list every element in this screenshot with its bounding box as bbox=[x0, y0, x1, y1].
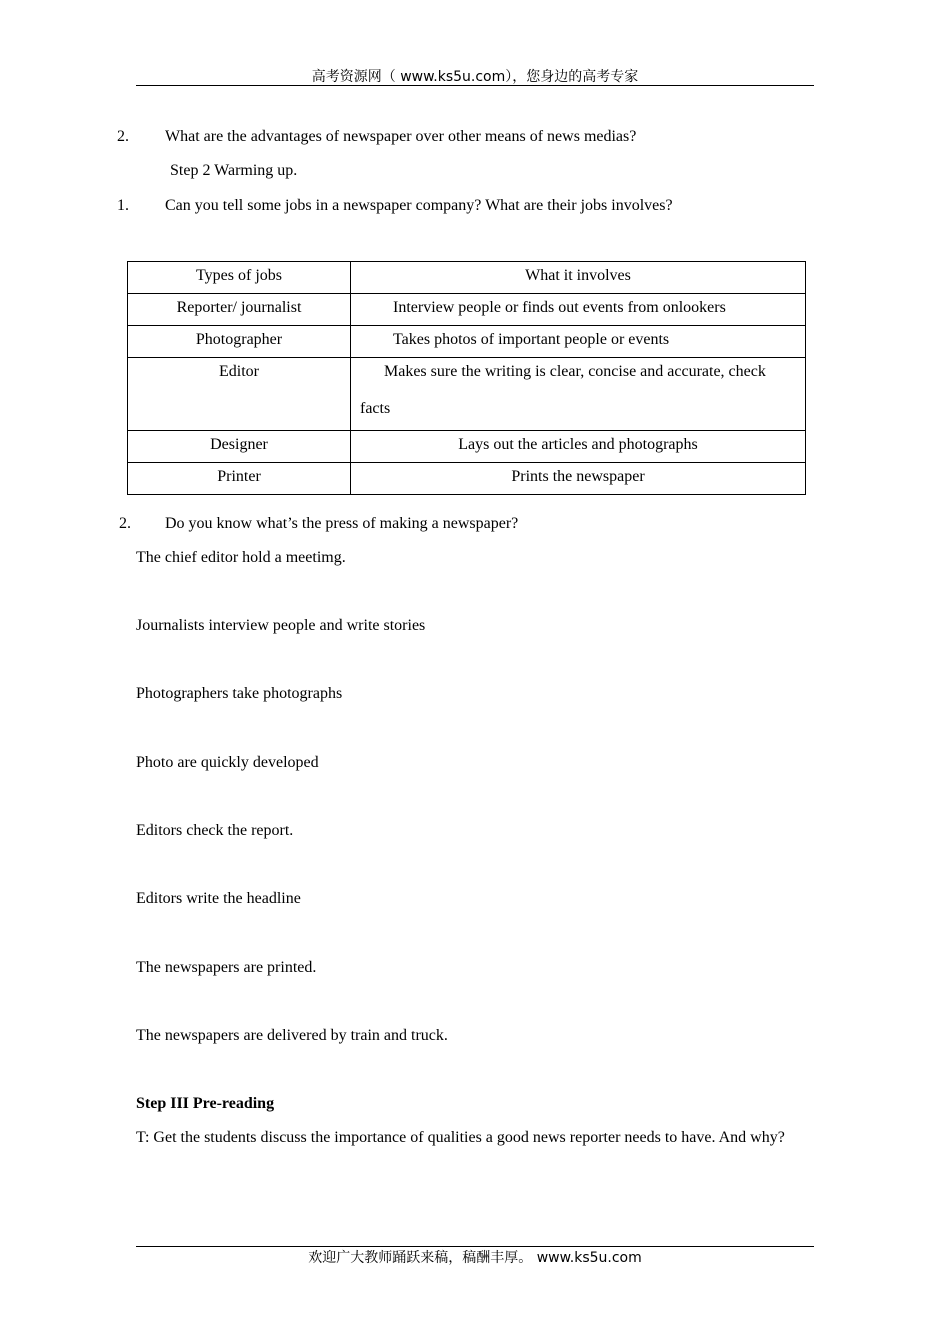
process-step: Journalists interview people and write stories bbox=[136, 617, 426, 634]
step3-paragraph: T: Get the students discuss the importance of qualities a good news reporter needs to have. And why? bbox=[136, 1129, 785, 1146]
item-number: 2. bbox=[117, 128, 129, 145]
item-number: 2. bbox=[119, 515, 131, 532]
table-row bbox=[128, 358, 806, 431]
involves-line: Makes sure the writing is clear, concise and accurate, check bbox=[384, 363, 766, 380]
jobs-table bbox=[127, 261, 806, 495]
process-step: Editors write the headline bbox=[136, 890, 301, 907]
step2-heading: Step 2 Warming up. bbox=[170, 162, 298, 179]
page-footer: 欢迎广大教师踊跃来稿，稿酬丰厚。 www.ks5u.com bbox=[308, 1250, 642, 1266]
involves-cell: Interview people or finds out events from onlookers bbox=[393, 299, 726, 316]
process-step: Photographers take photographs bbox=[136, 685, 343, 702]
table-row bbox=[128, 431, 806, 463]
process-step: The chief editor hold a meetimg. bbox=[136, 549, 346, 566]
item-number: 1. bbox=[117, 197, 129, 214]
table-header-cell: Types of jobs bbox=[196, 267, 282, 284]
process-step: The newspapers are printed. bbox=[136, 959, 317, 976]
job-cell: Reporter/ journalist bbox=[176, 299, 302, 316]
header-divider bbox=[136, 85, 814, 86]
table-header-cell: What it involves bbox=[525, 267, 631, 284]
question-jobs: Can you tell some jobs in a newspaper company? What are their jobs involves? bbox=[165, 197, 673, 214]
job-cell: Photographer bbox=[195, 331, 283, 348]
process-step: Editors check the report. bbox=[136, 822, 294, 839]
involves-cell bbox=[351, 358, 805, 430]
involves-cell: Lays out the articles and photographs bbox=[458, 436, 698, 453]
question-advantages: What are the advantages of newspaper over other means of news medias? bbox=[165, 128, 637, 145]
page-header: 高考资源网（ www.ks5u.com），您身边的高考专家 bbox=[311, 69, 639, 85]
job-cell: Editor bbox=[219, 363, 259, 380]
involves-line: facts bbox=[360, 400, 391, 417]
process-step: The newspapers are delivered by train and truck. bbox=[136, 1027, 448, 1044]
table-row bbox=[128, 326, 806, 358]
job-cell: Printer bbox=[217, 468, 261, 485]
job-cell: Designer bbox=[210, 436, 268, 453]
step3-heading: Step III Pre-reading bbox=[136, 1095, 275, 1112]
table-row bbox=[128, 463, 806, 495]
table-row bbox=[128, 294, 806, 326]
process-step: Photo are quickly developed bbox=[136, 754, 319, 771]
table-header-row bbox=[128, 262, 806, 294]
question-press: Do you know what’s the press of making a newspaper? bbox=[165, 515, 519, 532]
involves-cell: Takes photos of important people or events bbox=[393, 331, 670, 348]
involves-cell: Prints the newspaper bbox=[511, 468, 645, 485]
